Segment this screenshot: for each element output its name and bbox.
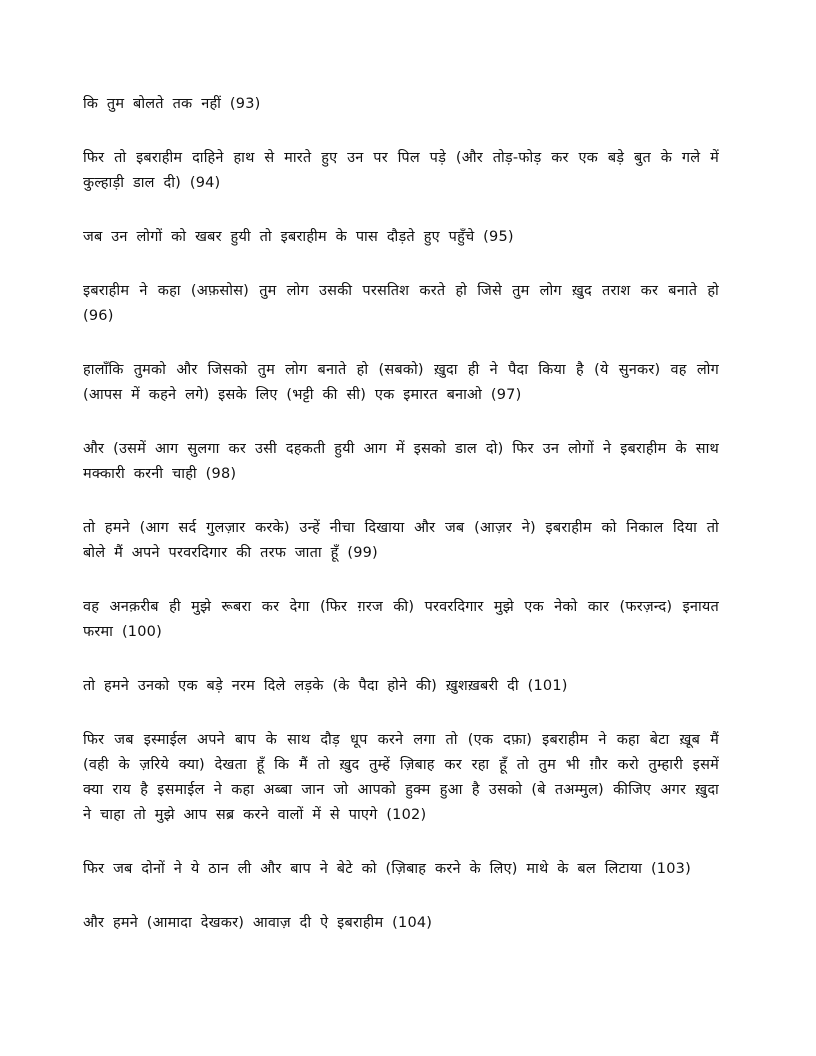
verse-99: तो हमने (आग सर्द गुलज़ार करके) उन्हें नीचा दिखाया और जब (आज़र ने) इबराहीम को निकाल दिया तो बोले मैं अपने परवरदिगार की तरफ जाता हूँ (99)	[83, 520, 719, 561]
verse-100: वह अनक़रीब ही मुझे रूबरा कर देगा (फिर ग़रज की) परवरदिगार मुझे एक नेको कार (फरज़न्द) इनायत फरमा (100)	[83, 599, 719, 640]
verse-94: फिर तो इबराहीम दाहिने हाथ से मारते हुए उन पर पिल पड़े (और तोड़-फोड़ कर एक बड़े बुत के गले में कुल्हाड़ी डाल दी) (94)	[83, 150, 719, 191]
verse-98: और (उसमें आग सुलगा कर उसी दहकती हुयी आग में इसको डाल दो) फिर उन लोगों ने इबराहीम के साथ मक्कारी करनी चाही (98)	[83, 441, 719, 482]
verse-101: तो हमने उनको एक बड़े नरम दिले लड़के (के पैदा होने की) ख़ुशख़बरी दी (101)	[83, 678, 568, 694]
verse-103: फिर जब दोनों ने ये ठान ली और बाप ने बेटे को (ज़िबाह करने के लिए) माथे के बल लिटाया (103)	[83, 861, 691, 877]
document-body	[83, 92, 719, 936]
verse-93: कि तुम बोलते तक नहीं (93)	[83, 96, 261, 112]
verse-104: और हमने (आमादा देखकर) आवाज़ दी ऐ इबराहीम (104)	[83, 915, 433, 931]
verse-95: जब उन लोगों को खबर हुयी तो इबराहीम के पास दौड़ते हुए पहुँचे (95)	[83, 229, 514, 245]
verse-97: हालाँकि तुमको और जिसको तुम लोग बनाते हो (सबको) ख़ुदा ही ने पैदा किया है (ये सुनकर) वह लोग (आपस में कहने लगे) इसके लिए (भट्टी की सी) एक इमारत बनाओ (97)	[83, 362, 719, 403]
verse-96: इबराहीम ने कहा (अफ़सोस) तुम लोग उसकी परसतिश करते हो जिसे तुम लोग ख़ुद तराश कर बनाते हो (96)	[83, 283, 719, 324]
verse-102: फिर जब इस्माईल अपने बाप के साथ दौड़ धूप करने लगा तो (एक दफ़ा) इबराहीम ने कहा बेटा ख़ूब मैं (वही के ज़रिये क्या) देखता हूँ कि मैं तो ख़ुद तुम्हें ज़िबाह कर रहा हूँ तो तुम भी ग़ौर करो तुम्हारी इसमें क्या राय है इसमाईल ने कहा अब्बा जान जो आपको हुक्म हुआ है उसको (बे तअम्मुल) कीजिए अगर ख़ुदा ने चाहा तो मुझे आप सब्र करने वालों में से पाएगे (102)	[83, 732, 719, 823]
